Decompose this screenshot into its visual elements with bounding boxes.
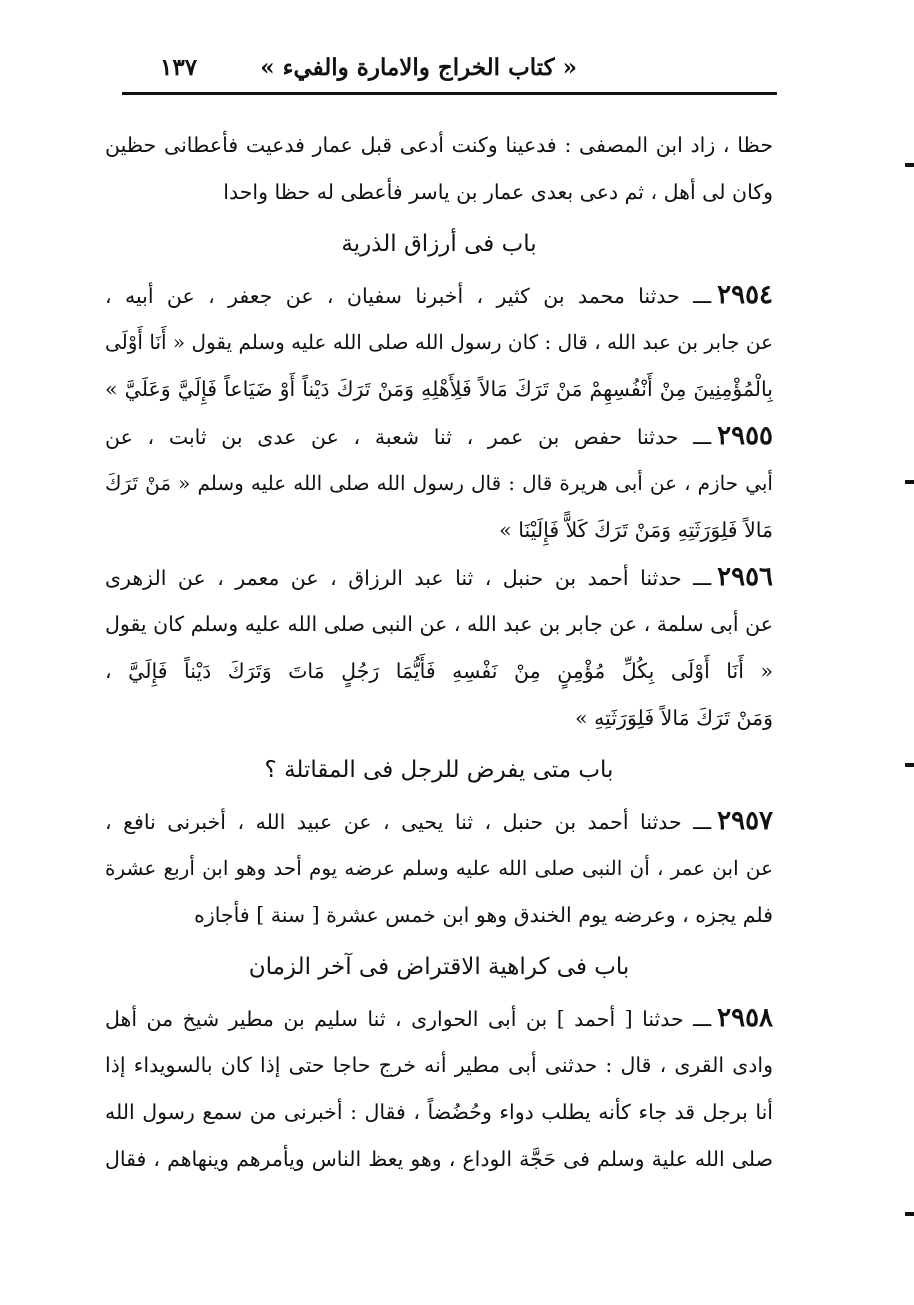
section-heading: باب فى أرزاق الذرية [341, 231, 537, 257]
hadith-start-line [105, 995, 773, 1042]
margin-mark [905, 763, 914, 767]
hadith-number: ٢٩٥٧ [717, 806, 773, 836]
hadith-number: ٢٩٥٨ [717, 1003, 773, 1033]
text-line: وكان لى أهل ، ثم دعى بعدى عمار بن ياسر فأعطى له حظا واحدا [223, 180, 773, 204]
text-line: مَالاً فَلِوَرَثَتِهِ وَمَنْ تَرَكَ كَلاًّ فَإِلَيْنَا » [499, 518, 773, 542]
header-rule [122, 92, 777, 95]
body-text [105, 122, 773, 1183]
text-line: أبي حازم ، عن أبى هريرة قال : قال رسول الله صلى الله عليه وسلم « مَنْ تَرَكَ [105, 471, 773, 495]
hadith-number: ٢٩٥٦ [717, 562, 773, 592]
hadith-text: ـــ حدثنا أحمد بن حنبل ، ثنا يحيى ، عن عبيد الله ، أخبرنى نافع ، [105, 810, 712, 834]
margin-mark [905, 480, 914, 484]
text-line: فلم يجزه ، وعرضه يوم الخندق وهو ابن خمس عشرة [ سنة ] فأجازه [194, 903, 773, 927]
hadith-text: ـــ حدثنا محمد بن كثير ، أخبرنا سفيان ، عن جعفر ، عن أبيه ، [105, 284, 712, 308]
hadith-start-line [105, 413, 773, 460]
margin-mark [905, 163, 914, 167]
text-line: بِالْمُؤْمِنِينَ مِنْ أَنْفُسِهِمْ مَنْ تَرَكَ مَالاً فَلِأَهْلِهِ وَمَنْ تَرَكَ دَيْناً أَوْ ضَيَاعاً فَإِلَيَّ وَعَلَيَّ » [105, 377, 773, 401]
hadith-number: ٢٩٥٤ [717, 280, 773, 310]
hadith-text: ـــ حدثنا [ أحمد ] بن أبى الحوارى ، ثنا سليم بن مطير شيخ من أهل [105, 1007, 712, 1031]
text-line: وَمَنْ تَرَكَ مَالاً فَلِوَرَثَتِهِ » [575, 706, 773, 730]
hadith-text: ـــ حدثنا حفص بن عمر ، ثنا شعبة ، عن عدى بن ثابت ، عن [105, 425, 712, 449]
text-line: حظا ، زاد ابن المصفى : فدعينا وكنت أدعى قبل عمار فدعيت فأعطانى حظين [105, 133, 773, 157]
margin-mark [905, 1212, 914, 1216]
text-line: وادى القرى ، قال : حدثنى أبى مطير أنه خرج حاجا حتى إذا كان بالسويداء إذا [105, 1053, 773, 1077]
section-heading: باب متى يفرض للرجل فى المقاتلة ؟ [264, 757, 614, 783]
text-line: صلى الله علية وسلم فى حَجَّة الوداع ، وهو يعظ الناس ويأمرهم وينهاهم ، فقال [105, 1147, 773, 1171]
running-header [122, 50, 777, 90]
text-line: عن أبى سلمة ، عن جابر بن عبد الله ، عن النبى صلى الله عليه وسلم كان يقول [105, 612, 773, 636]
text-line: أنا برجل قد جاء كأنه يطلب دواء وحُضُضاً ، فقال : أخبرنى من سمع رسول الله [105, 1100, 773, 1124]
hadith-text: ـــ حدثنا أحمد بن حنبل ، ثنا عبد الرزاق ، عن معمر ، عن الزهرى [105, 566, 712, 590]
hadith-start-line [105, 798, 773, 845]
text-line: « أَنَا أَوْلَى بِكُلِّ مُؤْمِنٍ مِنْ نَفْسِهِ فَأَيُّمَا رَجُلٍ مَاتَ وَتَرَكَ دَيْناً فَإِلَيَّ ، [105, 659, 773, 683]
page-number: ١٣٧ [160, 54, 198, 81]
text-line: عن ابن عمر ، أن النبى صلى الله عليه وسلم عرضه يوم أحد وهو ابن أربع عشرة [105, 856, 773, 880]
hadith-start-line [105, 554, 773, 601]
chapter-title: « كتاب الخراج والامارة والفيء » [260, 54, 577, 81]
hadith-number: ٢٩٥٥ [717, 421, 773, 451]
section-heading: باب فى كراهية الاقتراض فى آخر الزمان [248, 954, 630, 980]
hadith-start-line [105, 272, 773, 319]
text-line: عن جابر بن عبد الله ، قال : كان رسول الله صلى الله عليه وسلم يقول « أَنَا أَوْلَى [105, 330, 773, 354]
